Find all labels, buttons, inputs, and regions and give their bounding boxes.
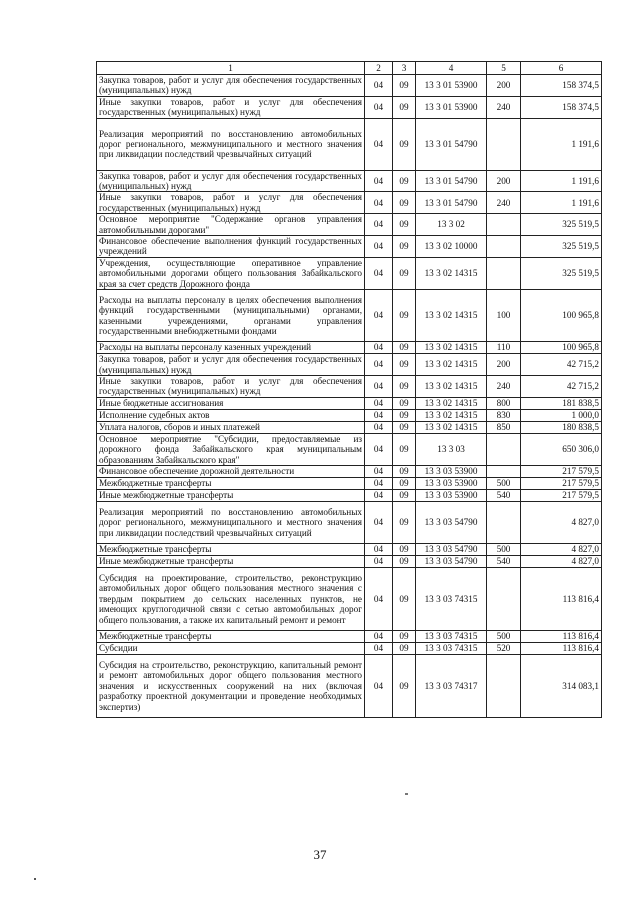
row-section: 04 — [365, 118, 393, 170]
col-header-subsection: 3 — [393, 62, 416, 75]
row-code: 13 3 03 53900 — [416, 465, 487, 477]
row-name: Расходы на выплаты персоналу в целях обеспечения выполнения функций государственными (муниципальными) органами, казенными учреждениями, органами управления государственными внебюджетными фондами — [97, 290, 365, 342]
table-row — [97, 654, 602, 717]
row-code: 13 3 02 14315 — [416, 257, 487, 289]
row-subsection: 09 — [393, 290, 416, 342]
row-code: 13 3 02 14315 — [416, 342, 487, 354]
row-subsection: 09 — [393, 96, 416, 118]
row-amount: 42 715,2 — [521, 375, 602, 397]
row-code: 13 3 03 74315 — [416, 642, 487, 654]
row-amount: 314 083,1 — [521, 654, 602, 717]
row-amount: 4 827,0 — [521, 543, 602, 555]
row-type: 500 — [487, 543, 521, 555]
row-type: 540 — [487, 555, 521, 567]
row-subsection: 09 — [393, 555, 416, 567]
row-subsection: 09 — [393, 477, 416, 489]
row-amount: 100 965,8 — [521, 342, 602, 354]
table-row — [97, 501, 602, 543]
row-code: 13 3 02 14315 — [416, 397, 487, 409]
row-section: 04 — [365, 654, 393, 717]
row-type — [487, 118, 521, 170]
row-name: Уплата налогов, сборов и иных платежей — [97, 421, 365, 433]
row-amount: 158 374,5 — [521, 96, 602, 118]
table-row — [97, 118, 602, 170]
row-type: 200 — [487, 75, 521, 97]
table-row — [97, 236, 602, 258]
row-type: 240 — [487, 96, 521, 118]
table-row — [97, 257, 602, 289]
table-row — [97, 375, 602, 397]
row-type: 800 — [487, 397, 521, 409]
row-amount: 113 816,4 — [521, 642, 602, 654]
row-name: Закупка товаров, работ и услуг для обеспечения государственных (муниципальных) нужд — [97, 75, 365, 97]
table-row — [97, 477, 602, 489]
row-type — [487, 214, 521, 236]
row-subsection: 09 — [393, 375, 416, 397]
row-subsection: 09 — [393, 433, 416, 465]
row-amount: 113 816,4 — [521, 567, 602, 630]
row-name: Закупка товаров, работ и услуг для обеспечения государственных (муниципальных) нужд — [97, 170, 365, 192]
table-row — [97, 555, 602, 567]
row-amount: 1 191,6 — [521, 118, 602, 170]
row-name: Иные закупки товаров, работ и услуг для обеспечения государственных (муниципальных) нужд — [97, 375, 365, 397]
row-section: 04 — [365, 477, 393, 489]
row-subsection: 09 — [393, 465, 416, 477]
row-code: 13 3 02 14315 — [416, 375, 487, 397]
row-name: Реализация мероприятий по восстановлению автомобильных дорог регионального, межмуниципального и местного значения при ликвидации последствий чрезвычайных ситуаций — [97, 501, 365, 543]
row-amount: 113 816,4 — [521, 630, 602, 642]
row-section: 04 — [365, 290, 393, 342]
row-amount: 650 306,0 — [521, 433, 602, 465]
row-subsection: 09 — [393, 354, 416, 376]
row-code: 13 3 01 53900 — [416, 96, 487, 118]
row-section: 04 — [365, 214, 393, 236]
table-row — [97, 642, 602, 654]
scan-smudge — [405, 793, 408, 795]
row-subsection: 09 — [393, 192, 416, 214]
row-type: 110 — [487, 342, 521, 354]
row-subsection: 09 — [393, 409, 416, 421]
row-name: Иные закупки товаров, работ и услуг для обеспечения государственных (муниципальных) нужд — [97, 192, 365, 214]
row-section: 04 — [365, 170, 393, 192]
row-section: 04 — [365, 433, 393, 465]
row-section: 04 — [365, 375, 393, 397]
row-type: 200 — [487, 170, 521, 192]
row-type — [487, 654, 521, 717]
row-section: 04 — [365, 489, 393, 501]
table-body — [97, 75, 602, 718]
table-row — [97, 290, 602, 342]
row-amount: 4 827,0 — [521, 555, 602, 567]
row-type: 540 — [487, 489, 521, 501]
row-name: Иные межбюджетные трансферты — [97, 489, 365, 501]
table-row — [97, 409, 602, 421]
table-row — [97, 465, 602, 477]
row-code: 13 3 03 54790 — [416, 555, 487, 567]
row-type — [487, 236, 521, 258]
row-subsection: 09 — [393, 118, 416, 170]
row-name: Учреждения, осуществляющие оперативное управление автомобильными дорогами общего пользования Забайкальского края за счет средств Дорожного фонда — [97, 257, 365, 289]
table-row — [97, 170, 602, 192]
row-name: Межбюджетные трансферты — [97, 630, 365, 642]
row-section: 04 — [365, 421, 393, 433]
row-section: 04 — [365, 567, 393, 630]
row-type: 240 — [487, 375, 521, 397]
row-section: 04 — [365, 75, 393, 97]
row-name: Иные бюджетные ассигнования — [97, 397, 365, 409]
row-section: 04 — [365, 642, 393, 654]
row-subsection: 09 — [393, 257, 416, 289]
row-amount: 217 579,5 — [521, 489, 602, 501]
row-type: 500 — [487, 630, 521, 642]
row-name: Закупка товаров, работ и услуг для обеспечения государственных (муниципальных) нужд — [97, 354, 365, 376]
table-row — [97, 342, 602, 354]
row-name: Основное мероприятие "Субсидии, предоставляемые из дорожного фонда Забайкальского края муниципальным образованиям Забайкальского края" — [97, 433, 365, 465]
row-section: 04 — [365, 236, 393, 258]
table-row — [97, 214, 602, 236]
row-section: 04 — [365, 192, 393, 214]
row-subsection: 09 — [393, 75, 416, 97]
row-subsection: 09 — [393, 214, 416, 236]
row-amount: 180 838,5 — [521, 421, 602, 433]
row-type — [487, 465, 521, 477]
table-row — [97, 421, 602, 433]
row-name: Основное мероприятие "Содержание органов управления автомобильными дорогами" — [97, 214, 365, 236]
row-code: 13 3 03 53900 — [416, 477, 487, 489]
row-type: 850 — [487, 421, 521, 433]
budget-table — [96, 61, 602, 718]
row-section: 04 — [365, 397, 393, 409]
row-type: 520 — [487, 642, 521, 654]
row-section: 04 — [365, 555, 393, 567]
col-header-name: 1 — [97, 62, 365, 75]
table-row — [97, 96, 602, 118]
row-name: Расходы на выплаты персоналу казенных учреждений — [97, 342, 365, 354]
table-row — [97, 397, 602, 409]
row-section: 04 — [365, 501, 393, 543]
col-header-section: 2 — [365, 62, 393, 75]
row-amount: 100 965,8 — [521, 290, 602, 342]
row-amount: 181 838,5 — [521, 397, 602, 409]
row-subsection: 09 — [393, 501, 416, 543]
row-code: 13 3 03 53900 — [416, 489, 487, 501]
row-name: Иные межбюджетные трансферты — [97, 555, 365, 567]
row-code: 13 3 03 74317 — [416, 654, 487, 717]
header-row — [97, 62, 602, 75]
row-name: Межбюджетные трансферты — [97, 543, 365, 555]
row-amount: 158 374,5 — [521, 75, 602, 97]
row-section: 04 — [365, 354, 393, 376]
row-name: Иные закупки товаров, работ и услуг для обеспечения государственных (муниципальных) нужд — [97, 96, 365, 118]
row-type: 200 — [487, 354, 521, 376]
row-code: 13 3 02 — [416, 214, 487, 236]
col-header-amount: 6 — [521, 62, 602, 75]
col-header-type: 5 — [487, 62, 521, 75]
row-name: Субсидия на проектирование, строительство, реконструкцию автомобильных дорог общего пользования местного значения с твердым покрытием до сельских населенных пунктов, не имеющих круглогодичной связи с сетью автомобильных дорог общего пользования, а также их капитальный ремонт и ремонт — [97, 567, 365, 630]
row-code: 13 3 03 — [416, 433, 487, 465]
row-section: 04 — [365, 465, 393, 477]
row-name: Субсидия на строительство, реконструкцию, капитальный ремонт и ремонт автомобильных дорог общего пользования местного значения и искусственных сооружений на них (включая разработку проектной документации и проведение необходимых экспертиз) — [97, 654, 365, 717]
row-section: 04 — [365, 543, 393, 555]
page-number: 37 — [313, 847, 327, 862]
row-code: 13 3 03 74315 — [416, 630, 487, 642]
row-type: 100 — [487, 290, 521, 342]
row-type — [487, 433, 521, 465]
table-row — [97, 192, 602, 214]
row-code: 13 3 03 54790 — [416, 501, 487, 543]
row-code: 13 3 03 74315 — [416, 567, 487, 630]
col-header-code: 4 — [416, 62, 487, 75]
row-subsection: 09 — [393, 236, 416, 258]
table-row — [97, 433, 602, 465]
row-code: 13 3 03 54790 — [416, 543, 487, 555]
row-amount: 42 715,2 — [521, 354, 602, 376]
row-type: 830 — [487, 409, 521, 421]
row-type — [487, 567, 521, 630]
table-row — [97, 630, 602, 642]
row-amount: 1 000,0 — [521, 409, 602, 421]
row-amount: 4 827,0 — [521, 501, 602, 543]
row-section: 04 — [365, 96, 393, 118]
row-code: 13 3 02 14315 — [416, 421, 487, 433]
row-name: Финансовое обеспечение дорожной деятельности — [97, 465, 365, 477]
row-amount: 1 191,6 — [521, 170, 602, 192]
row-subsection: 09 — [393, 397, 416, 409]
table-row — [97, 567, 602, 630]
row-subsection: 09 — [393, 489, 416, 501]
scan-speck — [34, 878, 36, 880]
row-name: Реализация мероприятий по восстановлению автомобильных дорог регионального, межмуниципального и местного значения при ликвидации последствий чрезвычайных ситуаций — [97, 118, 365, 170]
row-amount: 325 519,5 — [521, 257, 602, 289]
row-type — [487, 501, 521, 543]
row-section: 04 — [365, 409, 393, 421]
row-code: 13 3 02 14315 — [416, 290, 487, 342]
row-code: 13 3 02 14315 — [416, 409, 487, 421]
table-row — [97, 75, 602, 97]
row-code: 13 3 01 54790 — [416, 118, 487, 170]
row-section: 04 — [365, 630, 393, 642]
row-subsection: 09 — [393, 170, 416, 192]
row-amount: 325 519,5 — [521, 236, 602, 258]
row-amount: 325 519,5 — [521, 214, 602, 236]
row-code: 13 3 01 54790 — [416, 170, 487, 192]
row-subsection: 09 — [393, 630, 416, 642]
table-row — [97, 489, 602, 501]
row-amount: 1 191,6 — [521, 192, 602, 214]
row-subsection: 09 — [393, 543, 416, 555]
row-type: 240 — [487, 192, 521, 214]
row-amount: 217 579,5 — [521, 465, 602, 477]
row-type: 500 — [487, 477, 521, 489]
row-subsection: 09 — [393, 567, 416, 630]
row-section: 04 — [365, 342, 393, 354]
row-code: 13 3 01 53900 — [416, 75, 487, 97]
table-row — [97, 543, 602, 555]
row-subsection: 09 — [393, 642, 416, 654]
row-subsection: 09 — [393, 654, 416, 717]
row-name: Субсидии — [97, 642, 365, 654]
row-code: 13 3 02 10000 — [416, 236, 487, 258]
row-code: 13 3 01 54790 — [416, 192, 487, 214]
table-row — [97, 354, 602, 376]
row-subsection: 09 — [393, 421, 416, 433]
row-name: Межбюджетные трансферты — [97, 477, 365, 489]
row-type — [487, 257, 521, 289]
row-name: Финансовое обеспечение выполнения функций государственных учреждений — [97, 236, 365, 258]
row-subsection: 09 — [393, 342, 416, 354]
row-code: 13 3 02 14315 — [416, 354, 487, 376]
row-amount: 217 579,5 — [521, 477, 602, 489]
row-section: 04 — [365, 257, 393, 289]
row-name: Исполнение судебных актов — [97, 409, 365, 421]
